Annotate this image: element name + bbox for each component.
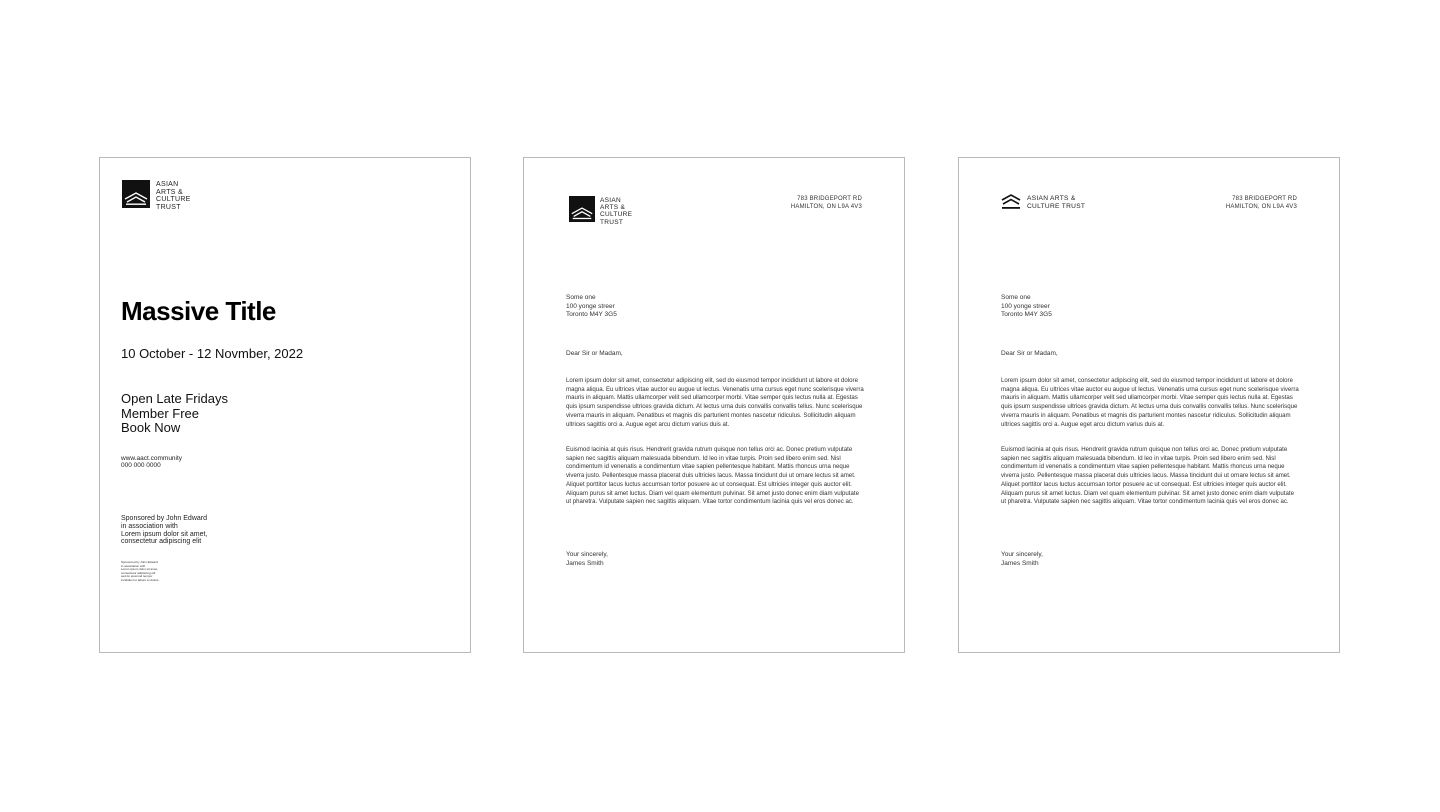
phone: 000 000 0000	[121, 462, 161, 470]
greeting: Dear Sir or Madam,	[1001, 350, 1058, 357]
poster-sponsor: Sponsored by John Edward in association with Lorem ipsum dolor sit amet, consectetur adipiscing elit	[121, 515, 208, 546]
logo-wordmark: ASIAN ARTS & CULTURE TRUST	[1027, 195, 1086, 210]
logo-wordmark: ASIAN ARTS & CULTURE TRUST	[600, 197, 633, 226]
recipient-address: Some one 100 yonge streer Toronto M4Y 3G5	[566, 294, 617, 319]
recipient-address: Some one 100 yonge streer Toronto M4Y 3G5	[1001, 294, 1052, 319]
logo-mark-icon	[569, 196, 595, 222]
poster-cta-list	[121, 392, 228, 436]
closing: Your sincerely, James Smith	[566, 551, 608, 567]
poster-dates: 10 October - 12 Novmber, 2022	[121, 346, 304, 361]
signature-name: James Smith	[566, 559, 604, 567]
body-paragraph: Euismod lacinia at quis risus. Hendrerit gravida rutrum quisque non tellus orci ac. Donec pretium vulputate sapien nec sagittis aliquam malesuada bibendum. Id leo in vitae turpis. Proin sed libero enim sed. Nisl condimentum id venenatis a condimentum vitae sapien pellentesque habitant. Mattis rhoncus urna neque viverra justo. Pellentesque massa placerat duis ultricies lacus. Massa tincidunt dui ut ornare lectus sit amet. Aliquet porttitor lacus luctus accumsan tortor posuere ac ut consequat. Est ultricies integer quis auctor elit. Aliquam purus sit amet luctus. Diam vel quam elementum pulvinar. Sit amet justo donec enim diam vulputate ut pharetra. Vulputate sapien nec sagittis aliquam. Vitae tortor condimentum lacinia quis vel eros donec ac.	[1001, 446, 1294, 506]
poster-sheet	[99, 157, 471, 653]
cta-item: Member Free	[121, 405, 200, 421]
logo-wordmark: ASIAN ARTS & CULTURE TRUST	[156, 181, 191, 211]
cta-item: Open Late Fridays	[121, 391, 228, 406]
letterhead-sheet-boxed-logo	[523, 157, 905, 653]
body-paragraph: Euismod lacinia at quis risus. Hendrerit gravida rutrum quisque non tellus orci ac. Donec pretium vulputate sapien nec sagittis aliquam malesuada bibendum. Id leo in vitae turpis. Proin sed libero enim sed. Nisl condimentum id venenatis a condimentum vitae sapien pellentesque habitant. Mattis rhoncus urna neque viverra justo. Pellentesque massa placerat duis ultricies lacus. Massa tincidunt dui ut ornare lectus sit amet. Aliquet porttitor lacus luctus accumsan tortor posuere ac ut consequat. Est ultricies integer quis auctor elit. Aliquam purus sit amet luctus. Diam vel quam elementum pulvinar. Sit amet justo donec enim diam vulputate ut pharetra. Vulputate sapien nec sagittis aliquam. Vitae tortor condimentum lacinia quis vel eros donec ac.	[566, 446, 859, 506]
closing: Your sincerely, James Smith	[1001, 551, 1043, 567]
logo-mark-icon	[122, 180, 150, 208]
letterhead-sheet-line-logo	[958, 157, 1340, 653]
body-paragraph: Lorem ipsum dolor sit amet, consectetur adipiscing elit, sed do eiusmod tempor incididunt ut labore et dolore magna aliqua. Eu ultrices vitae auctor eu augue ut lectus. Venenatis urna cursus eget nunc scelerisque viverra mauris in aliquam. Mattis ullamcorper velit sed ullamcorper morbi. Vitae semper quis lectus nulla at. Egestas quis ipsum suspendisse ultrices gravida dictum. At lectus urna duis convallis convallis tellus. Nunc scelerisque viverra mauris in aliquam. Penatibus et magnis dis parturient montes nascetur ridiculus. Sollicitudin aliquam ultrices sagittis orci a. Augue eget arcu dictum varius duis at.	[566, 377, 864, 428]
signature-name: James Smith	[1001, 559, 1039, 567]
logo-mark-icon	[1001, 194, 1021, 210]
sender-address: 783 BRIDGEPORT RD HAMILTON, ON L9A 4V3	[1225, 196, 1297, 210]
body-paragraph: Lorem ipsum dolor sit amet, consectetur adipiscing elit, sed do eiusmod tempor incididunt ut labore et dolore magna aliqua. Eu ultrices vitae auctor eu augue ut lectus. Venenatis urna cursus eget nunc scelerisque viverra mauris in aliquam. Mattis ullamcorper velit sed ullamcorper morbi. Vitae semper quis lectus nulla at. Egestas quis ipsum suspendisse ultrices gravida dictum. At lectus urna duis convallis convallis tellus. Nunc scelerisque viverra mauris in aliquam. Penatibus et magnis dis parturient montes nascetur ridiculus. Sollicitudin aliquam ultrices sagittis orci a. Augue eget arcu dictum varius duis at.	[1001, 377, 1299, 428]
sender-address: 783 BRIDGEPORT RD HAMILTON, ON L9A 4V3	[790, 196, 862, 210]
website: www.aact.community	[121, 455, 183, 462]
cta-item: Book Now	[121, 420, 181, 435]
poster-title: Massive Title	[121, 296, 276, 326]
greeting: Dear Sir or Madam,	[566, 350, 623, 357]
poster-fine-print: Sponsored by John Edward in association with Lorem ipsum dolor sit amet, consectetur adipiscing elit sed do eiusmod tempor incididunt ut labore et dolore	[121, 560, 159, 582]
poster-contact	[121, 455, 182, 470]
